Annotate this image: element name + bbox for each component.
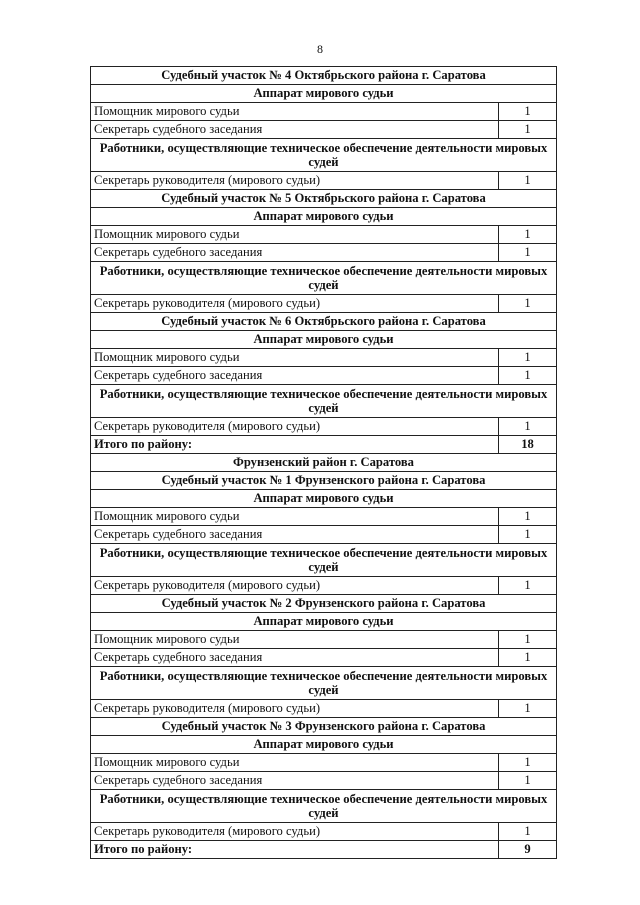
- district-total-label: Итого по району:: [91, 841, 499, 859]
- position-title: Секретарь судебного заседания: [91, 367, 499, 385]
- position-count: 1: [499, 700, 557, 718]
- section-header: Аппарат мирового судьи: [91, 613, 557, 631]
- table-row: [91, 577, 557, 595]
- position-count: 1: [499, 754, 557, 772]
- section-header: Судебный участок № 1 Фрунзенского района г. Саратова: [91, 472, 557, 490]
- position-count: 1: [499, 508, 557, 526]
- table-row: [91, 649, 557, 667]
- position-title: Секретарь судебного заседания: [91, 772, 499, 790]
- position-count: 1: [499, 349, 557, 367]
- position-count: 1: [499, 295, 557, 313]
- position-count: 1: [499, 823, 557, 841]
- table-row: [91, 226, 557, 244]
- position-count: 1: [499, 526, 557, 544]
- position-title: Помощник мирового судьи: [91, 754, 499, 772]
- position-count: 1: [499, 772, 557, 790]
- position-count: 1: [499, 121, 557, 139]
- table-row: [91, 121, 557, 139]
- section-header: Работники, осуществляющие техническое обеспечение деятельности мировых судей: [91, 385, 557, 418]
- section-header-row: [91, 544, 557, 577]
- section-header: Работники, осуществляющие техническое обеспечение деятельности мировых судей: [91, 544, 557, 577]
- section-header: Судебный участок № 3 Фрунзенского района г. Саратова: [91, 718, 557, 736]
- position-count: 1: [499, 103, 557, 121]
- table-row: [91, 172, 557, 190]
- section-header: Судебный участок № 5 Октябрьского района г. Саратова: [91, 190, 557, 208]
- position-title: Помощник мирового судьи: [91, 226, 499, 244]
- position-count: 1: [499, 367, 557, 385]
- position-title: Секретарь руководителя (мирового судьи): [91, 577, 499, 595]
- table-row: [91, 244, 557, 262]
- district-total-value: 18: [499, 436, 557, 454]
- position-title: Секретарь руководителя (мирового судьи): [91, 172, 499, 190]
- district-total-value: 9: [499, 841, 557, 859]
- position-title: Помощник мирового судьи: [91, 349, 499, 367]
- section-header: Аппарат мирового судьи: [91, 85, 557, 103]
- section-header-row: [91, 385, 557, 418]
- section-header-row: [91, 313, 557, 331]
- position-title: Секретарь судебного заседания: [91, 244, 499, 262]
- position-title: Помощник мирового судьи: [91, 508, 499, 526]
- section-header-row: [91, 718, 557, 736]
- section-header: Судебный участок № 6 Октябрьского района г. Саратова: [91, 313, 557, 331]
- section-header: Работники, осуществляющие техническое обеспечение деятельности мировых судей: [91, 667, 557, 700]
- section-header: Аппарат мирового судьи: [91, 736, 557, 754]
- position-count: 1: [499, 226, 557, 244]
- section-header-row: [91, 613, 557, 631]
- position-count: 1: [499, 631, 557, 649]
- section-header: Судебный участок № 2 Фрунзенского района г. Саратова: [91, 595, 557, 613]
- section-header-row: [91, 67, 557, 85]
- page-number: 8: [317, 42, 323, 56]
- table-row: [91, 772, 557, 790]
- district-total-label: Итого по району:: [91, 436, 499, 454]
- section-header: Аппарат мирового судьи: [91, 208, 557, 226]
- section-header-row: [91, 262, 557, 295]
- section-header-row: [91, 595, 557, 613]
- staffing-table-body: [91, 67, 557, 859]
- section-header-row: [91, 472, 557, 490]
- position-title: Секретарь руководителя (мирового судьи): [91, 700, 499, 718]
- table-row: [91, 631, 557, 649]
- section-header-row: [91, 790, 557, 823]
- section-header-row: [91, 190, 557, 208]
- position-count: 1: [499, 577, 557, 595]
- section-header-row: [91, 208, 557, 226]
- table-row: [91, 700, 557, 718]
- table-row: [91, 418, 557, 436]
- position-title: Секретарь судебного заседания: [91, 649, 499, 667]
- table-row: [91, 367, 557, 385]
- position-title: Секретарь руководителя (мирового судьи): [91, 823, 499, 841]
- position-count: 1: [499, 244, 557, 262]
- position-title: Секретарь судебного заседания: [91, 526, 499, 544]
- table-row: [91, 526, 557, 544]
- section-header-row: [91, 736, 557, 754]
- section-header-row: [91, 85, 557, 103]
- section-header-row: [91, 454, 557, 472]
- position-count: 1: [499, 418, 557, 436]
- section-header: Работники, осуществляющие техническое обеспечение деятельности мировых судей: [91, 262, 557, 295]
- section-header: Аппарат мирового судьи: [91, 490, 557, 508]
- position-title: Секретарь судебного заседания: [91, 121, 499, 139]
- position-title: Помощник мирового судьи: [91, 631, 499, 649]
- position-title: Секретарь руководителя (мирового судьи): [91, 295, 499, 313]
- table-row: [91, 349, 557, 367]
- table-row: [91, 754, 557, 772]
- staffing-table: [90, 66, 557, 859]
- district-total-row: [91, 436, 557, 454]
- section-header-row: [91, 331, 557, 349]
- table-row: [91, 295, 557, 313]
- position-count: 1: [499, 172, 557, 190]
- position-title: Секретарь руководителя (мирового судьи): [91, 418, 499, 436]
- table-row: [91, 508, 557, 526]
- section-header: Работники, осуществляющие техническое обеспечение деятельности мировых судей: [91, 790, 557, 823]
- section-header: Работники, осуществляющие техническое обеспечение деятельности мировых судей: [91, 139, 557, 172]
- section-header: Судебный участок № 4 Октябрьского района г. Саратова: [91, 67, 557, 85]
- table-row: [91, 103, 557, 121]
- district-total-row: [91, 841, 557, 859]
- position-title: Помощник мирового судьи: [91, 103, 499, 121]
- section-header-row: [91, 490, 557, 508]
- section-header: Фрунзенский район г. Саратова: [91, 454, 557, 472]
- section-header-row: [91, 667, 557, 700]
- section-header: Аппарат мирового судьи: [91, 331, 557, 349]
- position-count: 1: [499, 649, 557, 667]
- table-row: [91, 823, 557, 841]
- section-header-row: [91, 139, 557, 172]
